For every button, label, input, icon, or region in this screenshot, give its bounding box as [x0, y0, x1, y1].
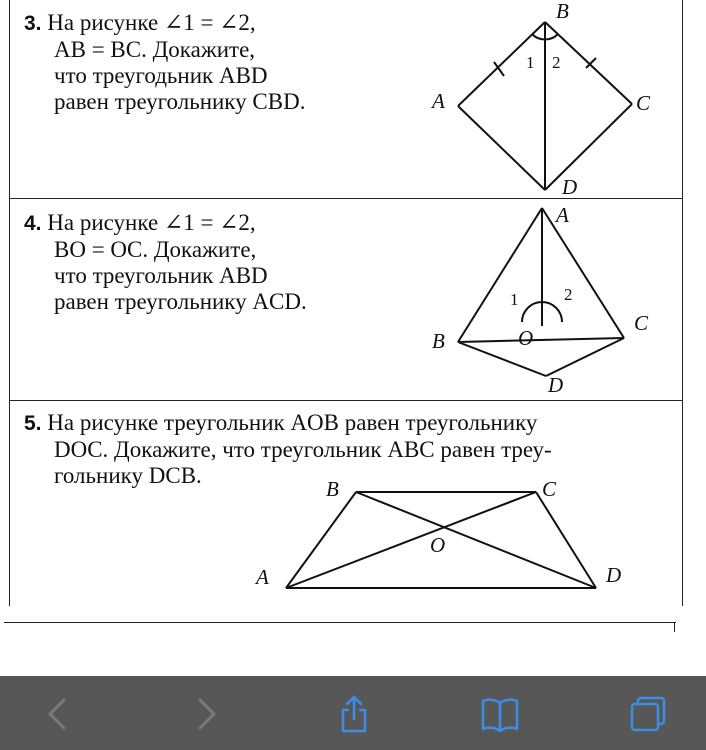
share-icon [334, 694, 374, 734]
label-d: D [562, 175, 578, 199]
problem-4-text: 4. На рисунке ∠1 = ∠2, BO = OC. Докажите, что треугольник ABD равен треугольнику ACD. [24, 210, 307, 314]
label-b: B [432, 329, 445, 353]
label-b: B [326, 477, 339, 501]
label-d: D [548, 373, 564, 397]
label-a: A [432, 89, 445, 113]
bookmarks-icon [480, 694, 520, 734]
label-angle-2: 2 [564, 285, 573, 304]
tabs-button[interactable] [626, 694, 670, 734]
page-bottom-rule [4, 622, 676, 623]
label-o: O [518, 326, 534, 350]
problem-5-text: 5. На рисунке треугольник AOB равен треугольнику DOC. Докажите, что треугольник ABC равен треу- гольнику DCB. [24, 410, 552, 488]
label-c: C [542, 477, 557, 501]
label-a: A [256, 565, 269, 589]
forward-icon [186, 694, 226, 734]
label-angle-1: 1 [526, 53, 535, 72]
label-b: B [556, 0, 569, 23]
problem-number: 5. [24, 412, 42, 435]
segment-cd [536, 492, 596, 588]
tabs-icon [628, 694, 668, 734]
problem-number: 3. [24, 12, 42, 35]
label-angle-2: 2 [552, 53, 561, 72]
label-a: A [556, 203, 569, 227]
problem-number: 4. [24, 212, 42, 235]
bookmarks-button[interactable] [478, 694, 522, 734]
forward-button[interactable] [184, 694, 228, 734]
browser-toolbar [0, 676, 706, 750]
share-button[interactable] [332, 694, 376, 734]
segment-bd [356, 492, 596, 588]
problem-3-text: 3. На рисунке ∠1 = ∠2, AB = BC. Докажите, что треугодьник ABD равен треугольнику CBD. [24, 10, 306, 114]
page-bottom-tick [674, 622, 675, 632]
label-d: D [606, 563, 622, 587]
label-o: O [430, 533, 446, 557]
label-angle-1: 1 [510, 290, 519, 309]
segment-ac [286, 492, 536, 588]
label-c: C [636, 91, 651, 115]
back-button[interactable] [36, 694, 80, 734]
label-c: C [634, 311, 649, 335]
back-icon [38, 694, 78, 734]
